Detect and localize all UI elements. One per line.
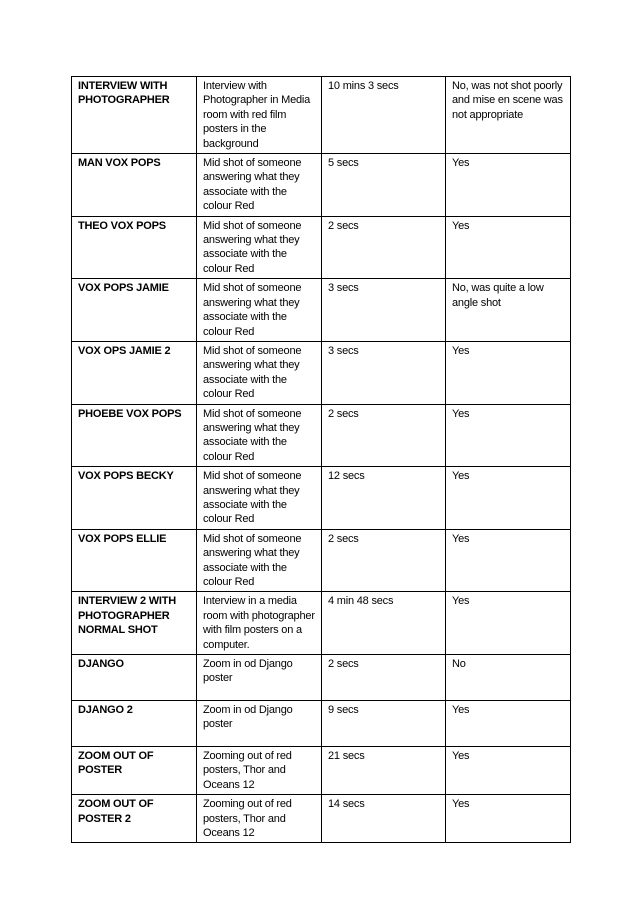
shot-duration-cell: 3 secs [322,341,446,404]
shot-description-cell: Mid shot of someone answering what they associate with the colour Red [197,154,322,217]
shot-usable-cell: No [446,655,571,701]
shot-usable-cell: Yes [446,701,571,747]
shot-name-cell: ZOOM OUT OF POSTER 2 [72,795,197,843]
shot-name-cell: MAN VOX POPS [72,154,197,217]
shot-name-cell: INTERVIEW 2 WITH PHOTOGRAPHER NORMAL SHOT [72,592,197,655]
table-row [72,529,571,592]
table-row [72,404,571,467]
shot-duration-cell: 2 secs [322,216,446,279]
shot-list-document [71,76,570,843]
table-row [72,154,571,217]
shot-name-cell: VOX OPS JAMIE 2 [72,341,197,404]
shot-description-cell: Interview with Photographer in Media room with red film posters in the background [197,77,322,154]
shot-name-cell: DJANGO 2 [72,701,197,747]
shot-description-cell: Zoom in od Django poster [197,701,322,747]
shot-duration-cell: 10 mins 3 secs [322,77,446,154]
shot-duration-cell: 3 secs [322,279,446,342]
shot-name-cell: THEO VOX POPS [72,216,197,279]
shot-description-cell: Interview in a media room with photographer with film posters on a computer. [197,592,322,655]
table-row [72,592,571,655]
shot-description-cell: Mid shot of someone answering what they associate with the colour Red [197,279,322,342]
table-row [72,341,571,404]
shot-duration-cell: 2 secs [322,655,446,701]
shot-duration-cell: 2 secs [322,404,446,467]
shot-duration-cell: 12 secs [322,467,446,530]
shot-name-cell: PHOEBE VOX POPS [72,404,197,467]
table-row [72,467,571,530]
shot-name-cell: VOX POPS ELLIE [72,529,197,592]
shot-name-cell: INTERVIEW WITH PHOTOGRAPHER [72,77,197,154]
shot-description-cell: Zooming out of red posters, Thor and Oceans 12 [197,747,322,795]
shot-usable-cell: Yes [446,341,571,404]
table-row [72,216,571,279]
shot-duration-cell: 5 secs [322,154,446,217]
shot-description-cell: Mid shot of someone answering what they associate with the colour Red [197,341,322,404]
shot-description-cell: Mid shot of someone answering what they associate with the colour Red [197,529,322,592]
shot-description-cell: Mid shot of someone answering what they associate with the colour Red [197,404,322,467]
shot-duration-cell: 2 secs [322,529,446,592]
table-row [72,279,571,342]
shot-usable-cell: Yes [446,795,571,843]
shot-usable-cell: No, was not shot poorly and mise en scene was not appropriate [446,77,571,154]
shot-name-cell: VOX POPS BECKY [72,467,197,530]
shot-usable-cell: Yes [446,467,571,530]
shot-description-cell: Mid shot of someone answering what they associate with the colour Red [197,467,322,530]
shot-usable-cell: Yes [446,592,571,655]
shot-duration-cell: 4 min 48 secs [322,592,446,655]
shot-description-cell: Zooming out of red posters, Thor and Oceans 12 [197,795,322,843]
shot-duration-cell: 14 secs [322,795,446,843]
shot-name-cell: ZOOM OUT OF POSTER [72,747,197,795]
shot-usable-cell: Yes [446,529,571,592]
table-row [72,655,571,701]
shot-duration-cell: 21 secs [322,747,446,795]
shot-description-cell: Mid shot of someone answering what they associate with the colour Red [197,216,322,279]
shot-usable-cell: Yes [446,747,571,795]
shot-name-cell: VOX POPS JAMIE [72,279,197,342]
table-row [72,701,571,747]
shot-list-table [71,76,571,843]
table-row [72,795,571,843]
shot-usable-cell: Yes [446,404,571,467]
shot-usable-cell: Yes [446,154,571,217]
table-row [72,747,571,795]
shot-description-cell: Zoom in od Django poster [197,655,322,701]
shot-usable-cell: Yes [446,216,571,279]
shot-duration-cell: 9 secs [322,701,446,747]
shot-name-cell: DJANGO [72,655,197,701]
table-row [72,77,571,154]
shot-usable-cell: No, was quite a low angle shot [446,279,571,342]
